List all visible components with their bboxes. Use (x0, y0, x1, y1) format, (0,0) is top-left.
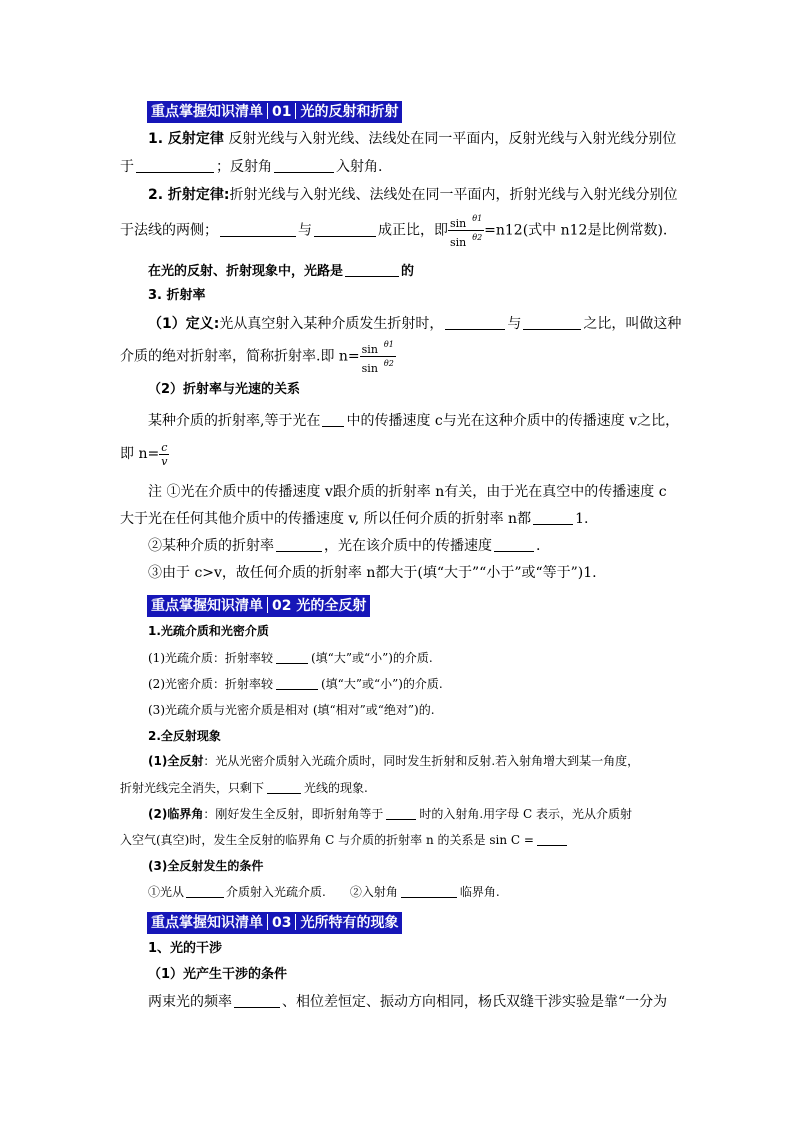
header-title: 光的反射和折射 (300, 104, 399, 120)
sin-label: sin (450, 236, 467, 249)
header-label: 重点掌握知识清单 (151, 915, 263, 931)
fill-blank[interactable] (220, 222, 296, 237)
section-subtitle: 1、光的干涉 (148, 941, 223, 956)
total-reflection-line2 (120, 780, 368, 796)
refract-law-line2 (120, 212, 668, 249)
text: 两束光的频率 (148, 994, 232, 1010)
note2-line (148, 537, 540, 555)
text: 与 (298, 222, 312, 239)
fill-blank[interactable] (276, 677, 318, 690)
section-subtitle: （1）光产生干涉的条件 (148, 967, 288, 982)
fill-blank[interactable] (274, 158, 334, 173)
section-subtitle: （2）折射率与光速的关系 (148, 382, 301, 397)
text: 在光的反射、折射现象中，光路是 (148, 264, 344, 279)
definition-label: （1）定义: (148, 316, 220, 332)
definition-line1 (148, 315, 681, 333)
text: ：刚好发生全反射，即折射角等于 (203, 807, 384, 821)
fill-blank[interactable] (494, 537, 534, 552)
reflect-law-label: 1. 反射定律 (148, 131, 224, 147)
refract-law-line1 (148, 186, 678, 204)
text: (1)光疏介质：折射率较 (148, 651, 273, 665)
refractive-index-title (148, 287, 206, 305)
text: ①光从 (148, 885, 185, 899)
snell-fraction (448, 212, 484, 249)
critical-angle-line1 (148, 806, 632, 822)
fill-blank[interactable] (136, 158, 214, 173)
speed-fraction (159, 441, 169, 468)
sin-label: sin (450, 217, 467, 230)
theta1: θ1 (472, 214, 483, 223)
media-title (148, 623, 269, 639)
text: 介质射入光疏介质. (226, 885, 326, 899)
text: . (536, 538, 541, 554)
note1-line1 (148, 483, 667, 501)
rare-medium-line (148, 650, 433, 666)
header-divider (267, 103, 268, 119)
relation-line1 (148, 412, 679, 430)
text: ；反射角 (216, 159, 272, 175)
fill-blank[interactable] (537, 833, 567, 846)
fill-blank[interactable] (386, 807, 416, 820)
text: ：光从光密介质射入光疏介质时，同时发生折射和反射.若入射角增大到某一角度， (203, 754, 640, 768)
text: 即 n= (120, 446, 160, 462)
section-header-reflection-refraction (147, 101, 402, 123)
relation-line2 (120, 438, 169, 470)
header-title: 光所特有的现象 (300, 915, 399, 931)
theta2: θ2 (383, 359, 394, 368)
term-label: (2)临界角 (148, 807, 204, 821)
header-label: 重点掌握知识清单 (151, 598, 263, 614)
text: 折射光线完全消失，只剩下 (120, 781, 265, 795)
text: 某种介质的折射率,等于光在 (148, 413, 321, 429)
section-subtitle: 2.全反射现象 (148, 729, 221, 743)
header-title: 02 光的全反射 (272, 598, 367, 614)
reflect-law-line1 (148, 130, 676, 148)
section-subtitle: 3. 折射率 (148, 288, 206, 303)
text: ③由于 c>v，故任何介质的折射率 n都大于(填“大于”“小于”或“等于”)1. (148, 565, 597, 581)
text: 的 (401, 264, 415, 279)
text: 注 ①光在介质中的传播速度 v跟介质的折射率 n有关，由于光在真空中的传播速度 c (148, 484, 667, 500)
header-number: 03 (272, 915, 292, 931)
dense-medium-line (148, 676, 443, 692)
text: 光从真空射入某种介质发生折射时， (219, 316, 444, 332)
header-divider (295, 103, 296, 119)
text: 光线的现象. (304, 781, 368, 795)
fill-blank[interactable] (234, 993, 280, 1008)
sin-label: sin (361, 362, 378, 375)
fill-blank[interactable] (401, 885, 457, 898)
header-label: 重点掌握知识清单 (151, 104, 263, 120)
fill-blank[interactable] (322, 412, 344, 427)
note1-line2 (120, 510, 588, 528)
light-path-line (148, 262, 414, 281)
v-symbol: v (161, 454, 168, 468)
text: 与 (507, 316, 522, 332)
text: (填“大”或“小”)的介质. (311, 651, 433, 665)
text: ，光在该介质中的传播速度 (324, 538, 492, 554)
fill-blank[interactable] (314, 222, 376, 237)
text: 介质的绝对折射率，简称折射率.即 n= (120, 348, 360, 365)
term-label: (1)全反射 (148, 754, 204, 768)
fill-blank[interactable] (533, 510, 573, 525)
text: 成正比，即 (378, 222, 448, 239)
text: 之比，叫做这种 (583, 316, 682, 332)
text: (填“大”或“小”)的介质. (321, 677, 443, 691)
text: ②某种介质的折射率 (148, 538, 274, 554)
text: 入射角. (336, 159, 383, 175)
reflect-law-line2 (120, 158, 382, 176)
fill-blank[interactable] (267, 781, 301, 794)
section-header-total-reflection (147, 595, 370, 617)
total-reflection-line1 (148, 753, 639, 769)
interference-line (148, 993, 667, 1011)
text: 临界角. (459, 885, 500, 899)
conditions-title (148, 858, 263, 874)
section-subtitle: (3)全反射发生的条件 (148, 859, 264, 873)
text: =n12(式中 n12是比例常数). (484, 222, 668, 239)
text: 入空气(真空)时，发生全反射的临界角 C 与介质的折射率 n 的关系是 sin C = (120, 833, 534, 847)
text: 反射光线与入射光线、法线处在同一平面内，反射光线与入射光线分别位 (223, 131, 677, 147)
interference-title (148, 940, 222, 958)
text: (2)光密介质：折射率较 (148, 677, 273, 691)
conditions-line (148, 884, 500, 900)
section-subtitle: 1.光疏介质和光密介质 (148, 624, 269, 638)
fill-blank[interactable] (186, 885, 224, 898)
fill-blank[interactable] (345, 262, 399, 277)
critical-angle-line2 (120, 832, 570, 848)
text: ②入射角 (349, 885, 398, 899)
interference-condition-title (148, 966, 287, 984)
theta1: θ1 (383, 340, 394, 349)
header-divider (295, 914, 296, 930)
header-divider (267, 597, 268, 613)
text: (3)光疏介质与光密介质是相对 (填“相对”或“绝对”)的. (148, 703, 435, 717)
theta2: θ2 (472, 233, 483, 242)
text: 于 (120, 159, 134, 175)
definition-line2 (120, 338, 396, 375)
c-symbol: c (159, 441, 169, 455)
text: 中的传播速度 c与光在这种介质中的传播速度 v之比， (346, 413, 680, 429)
header-number: 01 (272, 104, 292, 120)
fill-blank[interactable] (523, 315, 581, 330)
text: 时的入射角.用字母 C 表示，光从介质射 (419, 807, 632, 821)
total-reflection-title (148, 728, 221, 744)
relation-title (148, 381, 300, 399)
fill-blank[interactable] (276, 651, 308, 664)
text: 于法线的两侧； (120, 222, 218, 239)
index-fraction (360, 338, 396, 375)
sin-label: sin (361, 343, 378, 356)
note3-line (148, 564, 597, 582)
refract-law-label: 2. 折射定律: (148, 187, 230, 203)
section-header-light-phenomena (147, 912, 402, 934)
fill-blank[interactable] (276, 537, 322, 552)
fill-blank[interactable] (445, 315, 505, 330)
text: 大于光在任何其他介质中的传播速度 v, 所以任何介质的折射率 n都 (120, 511, 532, 527)
text: 、相位差恒定、振动方向相同，杨氏双缝干涉实验是靠“一分为 (282, 994, 668, 1010)
text: 1. (575, 511, 589, 527)
text: 折射光线与入射光线、法线处在同一平面内，折射光线与入射光线分别位 (229, 187, 678, 203)
relative-line (148, 702, 435, 718)
header-divider (267, 914, 268, 930)
